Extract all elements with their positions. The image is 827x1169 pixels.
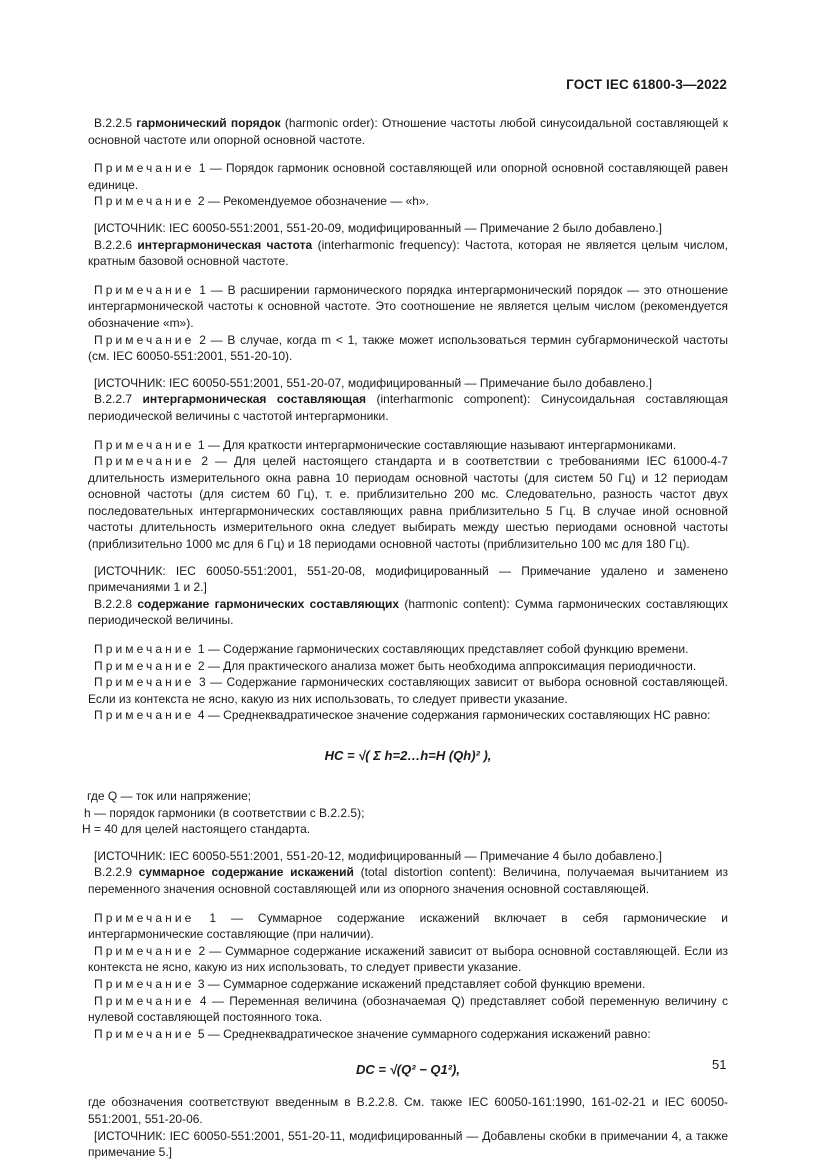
formula-dc <box>88 1052 728 1086</box>
term-definition: (harmonic order): Отношение частоты любой синусоидальной составляющей к основной частоте или опорной основной частоте. <box>88 116 728 147</box>
formula-legend: где обозначения соответствуют введенным в B.2.2.8. См. также IEC 60050-161:1990, 161-02-21 и IEC 60050-551:2001, 551-20-06. <box>88 1095 728 1126</box>
source-reference: [ИСТОЧНИК: IEC 60050-551:2001, 551-20-07, модифицированный — Примечание было добавлено.] <box>94 375 652 390</box>
term-definition: (interharmonic frequency): Частота, которая не является целым числом, кратным базовой основной частоте. <box>88 237 728 269</box>
note: Примечание 2 — В случае, когда m < 1, также может использоваться термин субгармонической частоты (см. IEC 60050-551:2001, 551-20-10). <box>88 332 728 364</box>
source-reference: [ИСТОЧНИК: IEC 60050-551:2001, 551-20-09, модифицированный — Примечание 2 было добавлено.] <box>94 220 662 235</box>
term-name: содержание гармонических составляющих <box>137 596 400 611</box>
note: Примечание 1 — Суммарное содержание искажений включает в себя гармонические и интергармонические составляющие (при наличии). <box>88 910 728 942</box>
term-b229 <box>88 864 728 897</box>
formula-dc-text: DC = √(Q² − Q1²), <box>356 1062 460 1078</box>
document-header: ГОСТ IEC 61800-3—2022 <box>566 77 727 92</box>
legend-h: h — порядок гармоники (в соответствии с B.2.2.5); <box>84 805 365 820</box>
term-number: B.2.2.7 <box>94 392 133 407</box>
note: Примечание 1 — В расширении гармонического порядка интергармонический порядок — это отношение интергармонической частоты к основной частоте. Это соотношение не является целым числом (рекомендуется обозначение «m»). <box>88 282 728 330</box>
legend-H: H = 40 для целей настоящего стандарта. <box>82 822 311 837</box>
note: Примечание 2 — Для целей настоящего стандарта и в соответствии с требованиями IEC 61000-4-7 длительность измерительного окна равна 10 периодам основной частоты (для систем 50 Гц) и 12 периодам основной частоты (для систем 60 Гц), т. е. приблизительно 200 мс. Следовательно, разность частот двух последовательных интергармонических составляющих равна приблизительно 5 Гц. В случае иной основной частоты длительность измерительного окна следует выбирать между шестью периодами основной частоты (приблизительно 1000 мс для 6 Гц) и 18 периодами основной частоты (приблизительно 100 мс для 180 Гц). <box>88 454 728 552</box>
term-name: суммарное содержание искажений <box>138 865 354 880</box>
note: Примечание 2 — Для практического анализа может быть необходима аппроксимация периодичности. <box>94 658 697 673</box>
note: Примечание 1 — Порядок гармоник основной составляющей или опорной основной составляющей равен единице. <box>88 161 728 192</box>
note: Примечание 4 — Среднеквадратическое значение содержания гармонических составляющих НС равно: <box>94 708 711 723</box>
source-reference: [ИСТОЧНИК: IEC 60050-551:2001, 551-20-08, модифицированный — Примечание удалено и заменено примечаниями 1 и 2.] <box>88 563 728 595</box>
note: Примечание 3 — Содержание гармонических составляющих зависит от выбора основной составляющей. Если из контекста не ясно, какую из них использовать, то следует привести указание. <box>88 675 728 706</box>
note: Примечание 2 — Суммарное содержание искажений зависит от выбора основной составляющей. Если из контекста не ясно, какую из них использовать, то следует привести указание. <box>88 943 728 975</box>
page-content <box>82 115 728 1161</box>
term-number: B.2.2.5 <box>94 116 133 130</box>
page-number: 51 <box>712 1057 727 1072</box>
note: Примечание 1 — Для краткости интергармонические составляющие называют интергармониками. <box>94 437 677 452</box>
term-number: B.2.2.8 <box>94 596 133 611</box>
formula-hc <box>88 734 728 780</box>
note: Примечание 5 — Среднеквадратическое значение суммарного содержания искажений равно: <box>94 1026 651 1041</box>
term-b228 <box>88 596 728 629</box>
term-number: B.2.2.9 <box>94 865 133 880</box>
note: Примечание 3 — Суммарное содержание искажений представляет собой функцию времени. <box>94 976 646 991</box>
formula-hc-text: HC = √( Σ h=2…h=H (Qh)² ), <box>324 748 492 763</box>
term-b226 <box>88 237 728 270</box>
term-name: гармонический порядок <box>136 116 281 130</box>
term-definition: (interharmonic component): Синусоидальная составляющая периодической величины с частотой интергармоники. <box>88 392 728 423</box>
note: Примечание 1 — Содержание гармонических составляющих представляет собой функцию времени. <box>94 642 689 657</box>
term-b225 <box>88 115 728 148</box>
note: Примечание 4 — Переменная величина (обозначаемая Q) представляет собой переменную величину с нулевой составляющей постоянного тока. <box>88 993 728 1025</box>
term-name: интергармоническая частота <box>137 237 313 252</box>
term-number: B.2.2.6 <box>94 237 133 252</box>
source-reference: [ИСТОЧНИК: IEC 60050-551:2001, 551-20-11, модифицированный — Добавлены скобки в примечании 4, а также примечание 5.] <box>88 1128 728 1160</box>
source-reference: [ИСТОЧНИК: IEC 60050-551:2001, 551-20-12, модифицированный — Примечание 4 было добавлено.] <box>94 848 662 863</box>
term-definition: (total distortion content): Величина, получаемая вычитанием из переменного значения основной составляющей или из опорного значения основной составляющей. <box>88 865 728 896</box>
term-name: интергармоническая составляющая <box>142 392 366 407</box>
term-definition: (harmonic content): Сумма гармонических составляющих периодической величины. <box>88 596 728 628</box>
legend-q: где Q — ток или напряжение; <box>87 789 252 803</box>
note: Примечание 2 — Рекомендуемое обозначение — «h». <box>94 194 429 209</box>
term-b227 <box>88 391 728 424</box>
